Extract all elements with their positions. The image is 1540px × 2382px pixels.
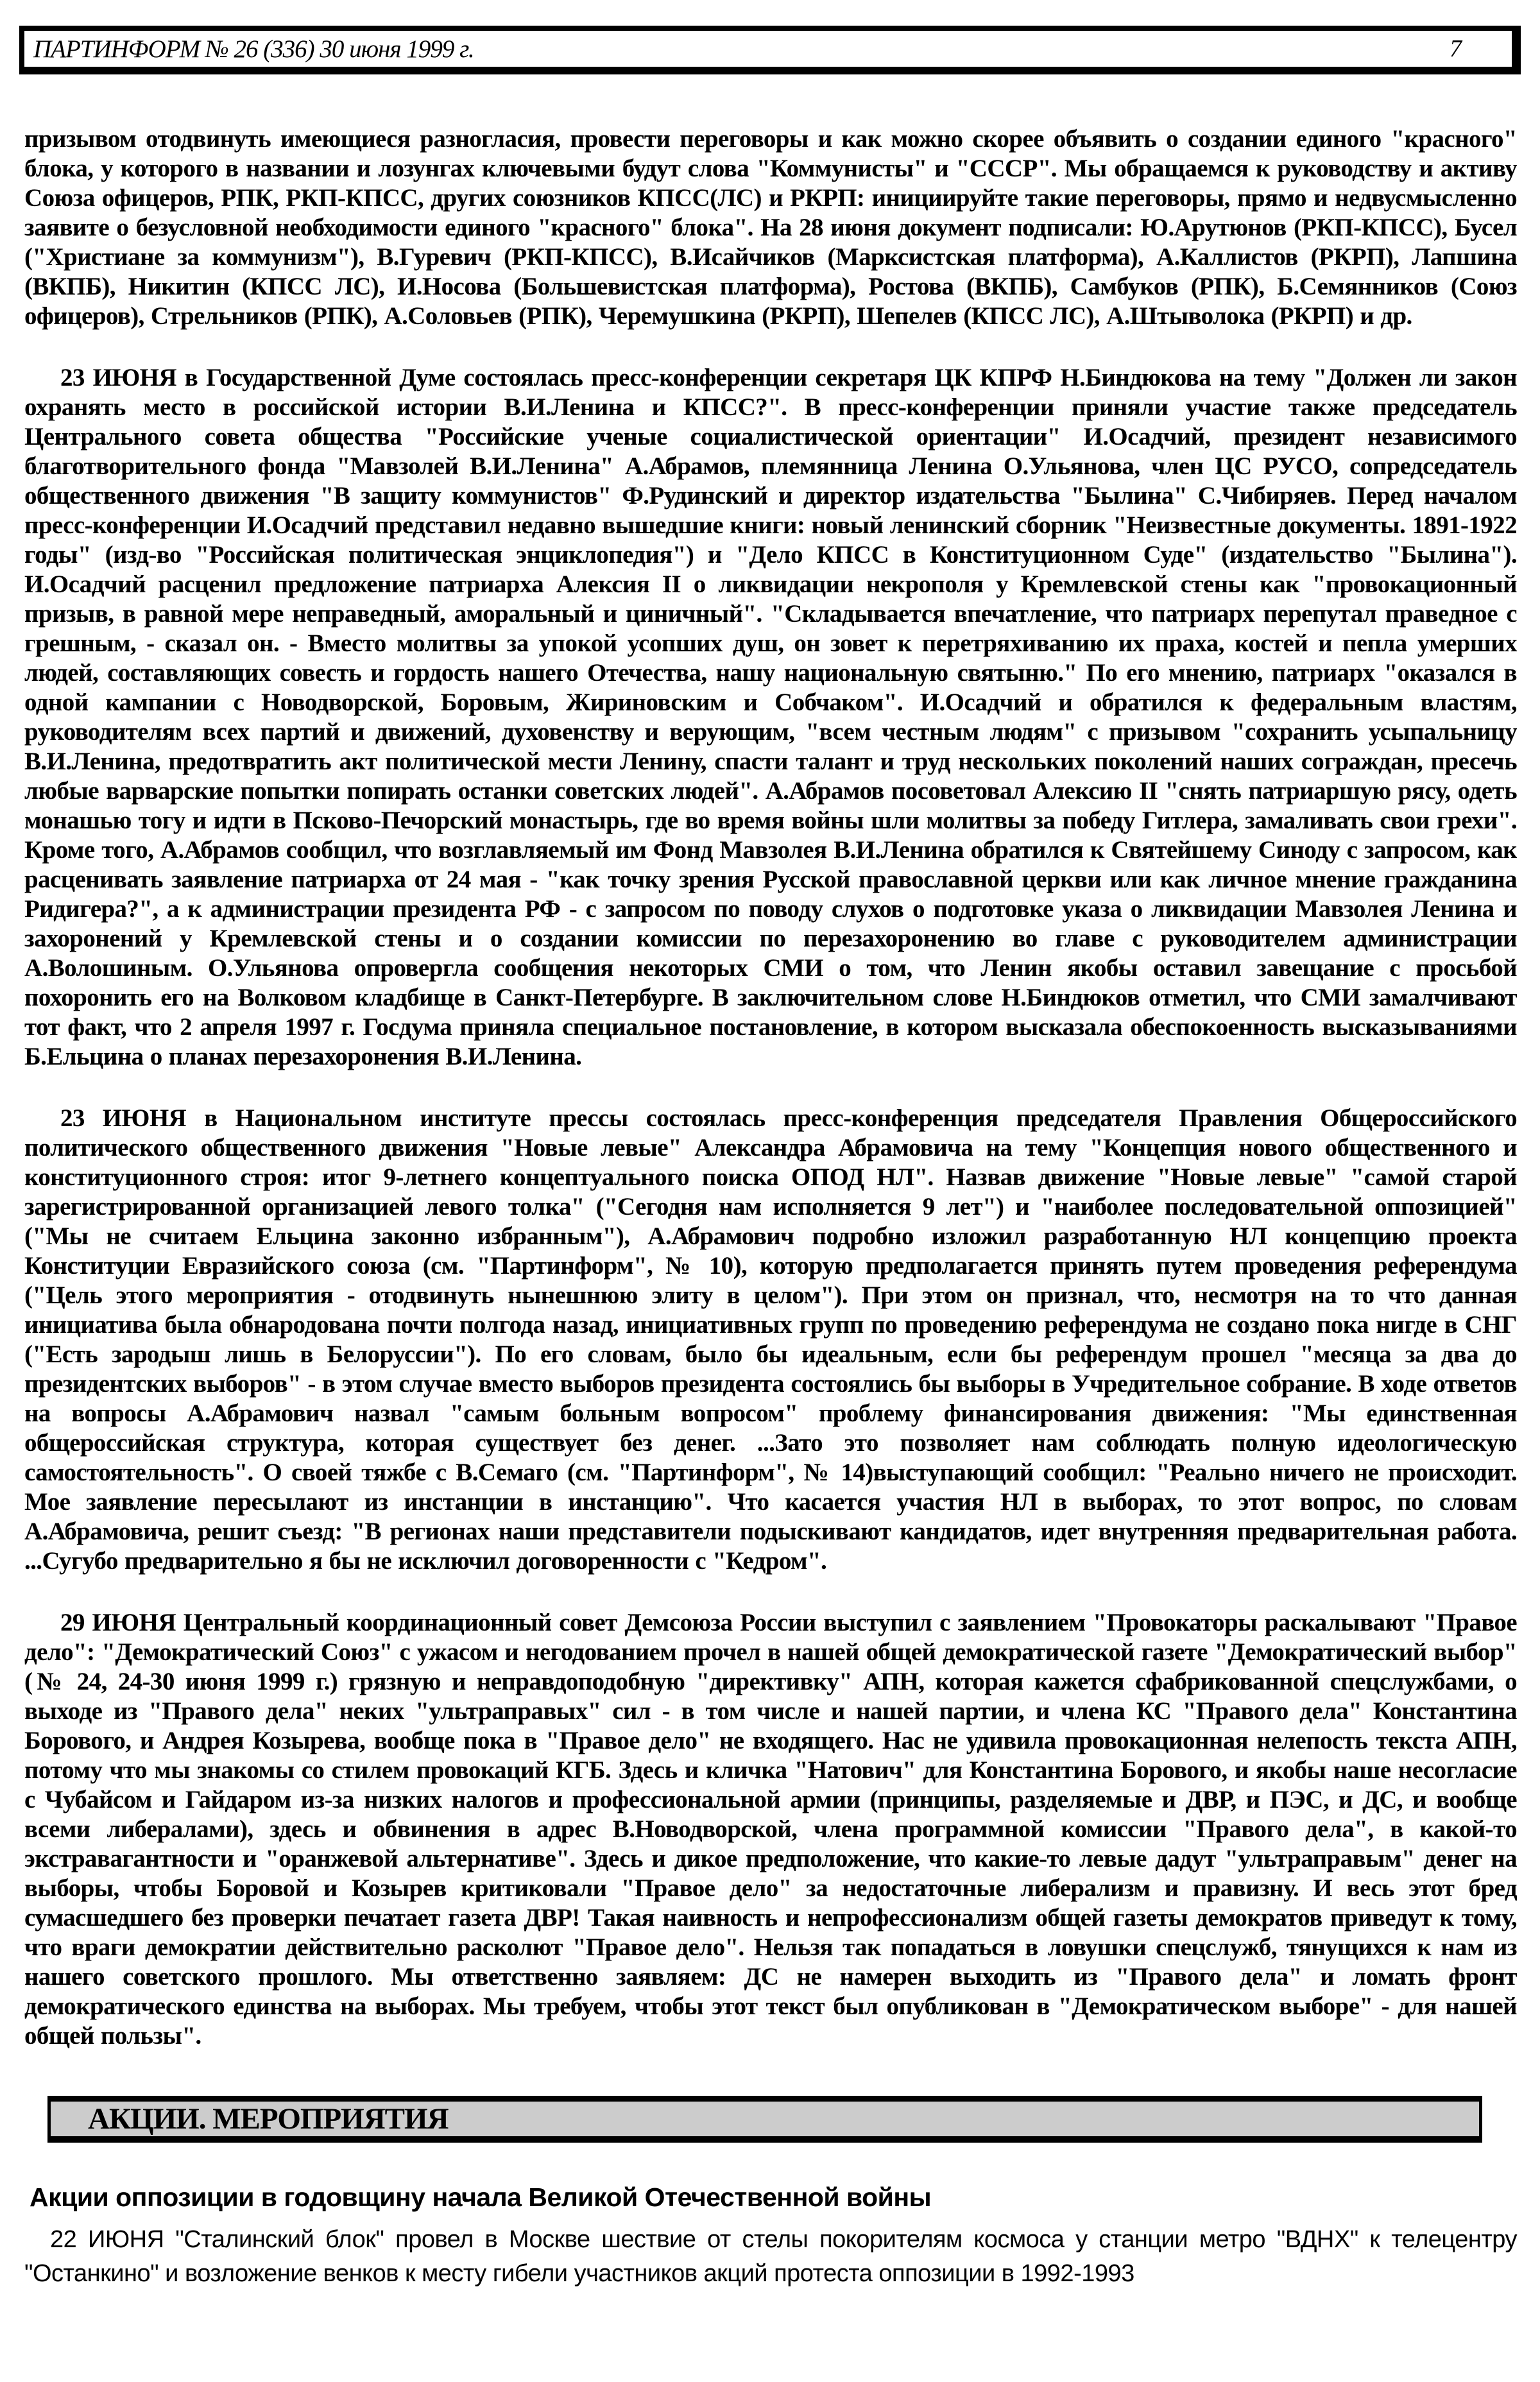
paragraph-new-left-press-conference: 23 ИЮНЯ в Национальном институте прессы состоялась пресс-конференция председателя Правления Общероссийского политического общественного движения "Новые левые" Александра Абрамовича на тему "Концепция нового общественного и конституционного строя: итог 9-летнего концептуального поиска ОПОД НЛ". Назвав движение "Новые левые" "самой старой зарегистрированной организацией левого толка" ("Сегодня нам исполняется 9 лет") и "наиболее последовательной оппозицией" ("Мы не считаем Ельцина законно избранным"), А.Абрамович подробно изложил разработанную НЛ концепцию проекта Конституции Евразийского союза (см. "Партинформ", № 10), которую предполагается принять путем проведения референдума ("Цель этого мероприятия - отодвинуть нынешнюю элиту в целом"). При этом он признал, что, несмотря на то что данная инициатива была обнародована почти полгода назад, инициативных групп по проведению референдума не создано пока нигде в СНГ ("Есть зародыш лишь в Белоруссии"). По его словам, было бы идеальным, если бы референдум прошел "месяца за два до президентских выборов" - в этом случае вместо выборов президента состоялись бы выборы в Учредительное собрание. В ходе ответов на вопросы А.Абрамович назвал "самым больным вопросом" проблему финансирования движения: "Мы единственная общероссийская структура, которая существует без денег. ...Зато это позволяет нам соблюдать полную идеологическую самостоятельность". О своей тяжбе с В.Семаго (см. "Партинформ", № 14)выступающий сообщил: "Реально ничего не происходит. Мое заявление пересылают из инстанции в инстанцию". Что касается участия НЛ в выборах, то этот вопрос, по словам А.Абрамовича, решит съезд: "В регионах наши представители подыскивают кандидатов, идет внутренняя предварительная работа. ...Сугубо предварительно я бы не исключил договоренности с "Кедром". — [24, 1104, 1517, 1575]
page-header — [19, 26, 1521, 74]
newsletter-masthead: ПАРТИНФОРМ № 26 (336) 30 июня 1999 г. — [33, 35, 474, 63]
section-title: АКЦИИ. МЕРОПРИЯТИЯ — [88, 2102, 449, 2136]
article-body — [24, 124, 1517, 2051]
page-number: 7 — [1450, 35, 1462, 62]
section-actions-events — [24, 2096, 1517, 2291]
paragraph-demsoyuz-statement: 29 ИЮНЯ Центральный координационный совет Демсоюза России выступил с заявлением "Провокаторы раскалывают "Правое дело": "Демократический Союз" с ужасом и негодованием прочел в нашей общей демократической газете "Демократический выбор" (№ 24, 24-30 июня 1999 г.) грязную и неправдоподобную "директивку" АПН, которая кажется сфабрикованной спецслужбами, о выходе из "Правого дела" неких "ультраправых" сил - в том числе и нашей партии, и члена КС "Правого дела" Константина Борового, и Андрея Козырева, вообще пока в "Правое дело" не входящего. Нас не удивила провокационная нелепость текста АПН, потому что мы знакомы со стилем провокаций КГБ. Здесь и кличка "Натович" для Константина Борового, и якобы наше несогласие с Чубайсом и Гайдаром из-за низких налогов и профессиональной армии (принципы, разделяемые и ДВР, и ПЭС, и ДС, и вообще всеми либералами), здесь и обвинения в адрес В.Новодворской, члена программной комиссии "Правого дела", в какой-то экстравагантности и "оранжевой альтернативе". Здесь и дикое предположение, что какие-то левые дадут "ультраправым" денег на выборы, чтобы Боровой и Козырев критиковали "Правое дело" за недостаточные либерализм и правизну. И весь этот бред сумасшедшего без проверки печатает газета ДВР! Такая наивность и непрофессионализм общей газеты демократов приведут к тому, что враги демократии действительно расколют "Правое дело". Нельзя так попадаться в ловушки спецслужб, тянущихся к нам из нашего советского прошлого. Мы ответственно заявляем: ДС не намерен выходить из "Правого дела" и ломать фронт демократического единства на выборах. Мы требуем, чтобы этот текст был опубликован в "Демократическом выборе" - для нашей общей пользы". — [24, 1609, 1517, 2050]
subsection-heading: Акции оппозиции в годовщину начала Великой Отечественной войны — [30, 2182, 932, 2212]
paragraph-red-bloc-appeal: призывом отодвинуть имеющиеся разногласия, провести переговоры и как можно скорее объявить о создании единого "красного" блока, у которого в названии и лозунгах ключевыми будут слова "Коммунисты" и "СССР". Мы обращаемся к руководству и активу Союза офицеров, РПК, РКП-КПСС, других союзников КПСС(ЛС) и РКРП: инициируйте такие переговоры, прямо и недвусмысленно заявите о безусловной необходимости единого "красного" блока". На 28 июня документ подписали: Ю.Арутюнов (РКП-КПСС), Бусел ("Христиане за коммунизм"), В.Гуревич (РКП-КПСС), В.Исайчиков (Марксистская платформа), А.Каллистов (РКРП), Лапшина (ВКПБ), Никитин (КПСС ЛС), И.Носова (Большевистская платформа), Ростова (ВКПБ), Самбуков (РПК), Б.Семянников (Союз офицеров), Стрельников (РПК), А.Соловьев (РПК), Черемушкина (РКРП), Шепелев (КПСС ЛС), А.Штыволока (РКРП) и др. — [24, 125, 1517, 330]
section-header-box — [47, 2096, 1482, 2143]
paragraph-stalin-bloc-march: 22 ИЮНЯ "Сталинский блок" провел в Москве шествие от стелы покорителям космоса у станции метро "ВДНХ" к телецентру "Останкино" и возложение венков к месту гибели участников акций протеста оппозиции в 1992-1993 — [24, 2226, 1517, 2287]
paragraph-duma-press-conference: 23 ИЮНЯ в Государственной Думе состоялась пресс-конференции секретаря ЦК КПРФ Н.Биндюкова на тему "Должен ли закон охранять место в российской истории В.И.Ленина и КПСС?". В пресс-конференции приняли участие также председатель Центрального совета общества "Российские ученые социалистической ориентации" И.Осадчий, президент независимого благотворительного фонда "Мавзолей В.И.Ленина" А.Абрамов, племянница Ленина О.Ульянова, член ЦС РУСО, сопредседатель общественного движения "В защиту коммунистов" Ф.Рудинский и директор издательства "Былина" С.Чибиряев. Перед началом пресс-конференции И.Осадчий представил недавно вышедшие книги: новый ленинский сборник "Неизвестные документы. 1891-1922 годы" (изд-во "Российская политическая энциклопедия") и "Дело КПСС в Конституционном Суде" (издательство "Былина"). И.Осадчий расценил предложение патриарха Алексия II о ликвидации некрополя у Кремлевской стены как "провокационный призыв, в равной мере неправедный, аморальный и циничный". "Складывается впечатление, что патриарх перепутал праведное с грешным, - сказал он. - Вместо молитвы за упокой усопших душ, он зовет к перетряхиванию их праха, костей и пепла умерших людей, составляющих совесть и гордость нашего Отечества, нашу национальную святыню." По его мнению, патриарх "оказался в одной кампании с Новодворской, Боровым, Жириновским и Собчаком". И.Осадчий и обратился к федеральным властям, руководителям всех партий и движений, духовенству и верующим, "всем честным людям" с призывом "сохранить усыпальницу В.И.Ленина, предотвратить акт политической мести Ленину, спасти талант и труд нескольких поколений наших сограждан, пресечь любые варварские попытки попирать останки советских людей". А.Абрамов посоветовал Алексию II "снять патриаршую рясу, одеть монашью тогу и идти в Псково-Печорский монастырь, где во время войны шли молитвы за победу Гитлера, замаливать свои грехи". Кроме того, А.Абрамов сообщил, что возглавляемый им Фонд Мавзолея В.И.Ленина обратился к Святейшему Синоду с запросом, как расценивать заявление патриарха от 24 мая - "как точку зрения Русской православной церкви или как личное мнение гражданина Ридигера?", а к администрации президента РФ - с запросом по поводу слухов о подготовке указа о ликвидации Мавзолея Ленина и захоронений у Кремлевской стены и о создании комиссии по перезахоронению во главе с руководителем администрации А.Волошиным. О.Ульянова опровергла сообщения некоторых СМИ о том, что Ленин якобы оставил завещание с просьбой похоронить его на Волковом кладбище в Санкт-Петербурге. В заключительном слове Н.Биндюков отметил, что СМИ замалчивают тот факт, что 2 апреля 1997 г. Госдума приняла специальное постановление, в котором высказала обеспокоенность высказываниями Б.Ельцина о планах перезахоронения В.И.Ленина. — [24, 364, 1517, 1070]
